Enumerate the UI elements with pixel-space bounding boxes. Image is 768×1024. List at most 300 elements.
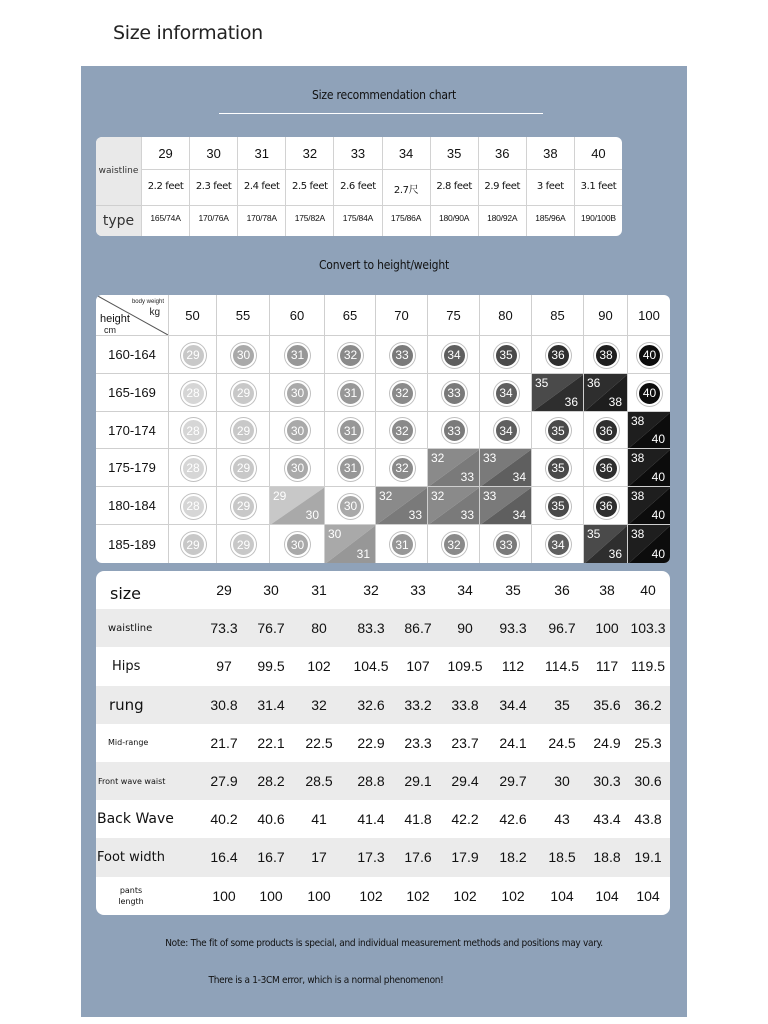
measurement-value: 102 — [307, 658, 331, 675]
size-badge: 34 — [494, 418, 519, 443]
size-number: 29 — [158, 146, 173, 161]
size-number: 38 — [543, 146, 558, 161]
grid-cell — [269, 335, 324, 373]
grid-cell — [168, 486, 216, 524]
measurement-value: 40.2 — [210, 811, 238, 828]
grid-cell — [583, 373, 627, 411]
measurement-row — [96, 609, 670, 647]
waist-feet: 2.7尺 — [393, 185, 419, 196]
measurement-label: Front wave waist — [98, 776, 166, 786]
body-type: 185/96A — [535, 213, 566, 223]
size-number: 40 — [591, 146, 606, 161]
height-weight-grid — [96, 295, 670, 563]
size-badge: 28 — [181, 381, 206, 406]
size-badge: 35 — [546, 418, 571, 443]
size-lower: 33 — [408, 508, 422, 522]
grid-cell — [531, 524, 583, 563]
measurement-value: 17.6 — [404, 849, 432, 866]
size-badge: 31 — [338, 456, 363, 481]
size-badge: 35 — [494, 343, 519, 368]
size-column — [285, 137, 333, 236]
size-upper: 38 — [631, 451, 645, 465]
grid-cell — [427, 411, 479, 448]
grid-cell — [168, 411, 216, 448]
size-badge: 31 — [338, 381, 363, 406]
size-recommendation-table — [96, 137, 622, 236]
size-number: 36 — [495, 146, 510, 161]
measurement-value: 34.4 — [499, 696, 527, 713]
grid-cell — [479, 411, 531, 448]
height-header: 165-169 — [96, 373, 168, 411]
body-type: 175/86A — [390, 213, 422, 223]
size-upper: 32 — [431, 489, 445, 503]
measurement-value: 43 — [554, 811, 570, 828]
measurement-value: 93.3 — [499, 620, 527, 637]
measurement-value: 32 — [311, 696, 327, 713]
measurement-value: 83.3 — [357, 620, 385, 637]
measurement-value: 96.7 — [548, 620, 576, 637]
waist-feet: 2.3 feet — [195, 181, 232, 192]
grid-cell — [627, 524, 670, 563]
size-badge: 32 — [390, 456, 415, 481]
size-column — [382, 137, 430, 236]
size-badge: 30 — [285, 381, 310, 406]
size-column — [333, 137, 381, 236]
split-size-badge — [628, 525, 670, 563]
size-badge: 29 — [231, 381, 256, 406]
measurement-value: 16.4 — [210, 849, 238, 866]
grid-corner-header — [96, 295, 168, 335]
size-badge: 29 — [181, 532, 206, 557]
grid-cell — [216, 373, 269, 411]
measurement-value: 42.6 — [499, 811, 527, 828]
size-column-header: 38 — [599, 582, 615, 599]
grid-cell — [375, 524, 427, 563]
grid-cell — [269, 373, 324, 411]
grid-cell — [168, 524, 216, 563]
grid-cell — [168, 335, 216, 373]
measurement-value: 41 — [311, 811, 327, 828]
measurement-value: 102 — [359, 887, 383, 904]
measurement-value: 27.9 — [210, 773, 238, 790]
size-badge: 32 — [442, 532, 467, 557]
grid-cell — [627, 335, 670, 373]
size-number: 31 — [254, 146, 269, 161]
measurement-value: 29.1 — [404, 773, 432, 790]
size-column-header: 33 — [410, 582, 426, 599]
size-number: 33 — [350, 146, 366, 161]
measurement-value: 104 — [595, 887, 619, 904]
grid-cell — [269, 486, 324, 524]
measurement-label: pants length — [118, 885, 144, 906]
measurement-value: 16.7 — [257, 849, 285, 866]
measurement-value: 100 — [212, 887, 236, 904]
size-upper: 30 — [328, 527, 342, 541]
measurement-value: 28.8 — [357, 773, 385, 790]
height-label: height — [100, 313, 130, 325]
waist-feet: 2.9 feet — [484, 181, 521, 192]
measurement-value: 33.8 — [451, 696, 479, 713]
size-badge: 29 — [231, 456, 256, 481]
size-badge: 36 — [594, 456, 619, 481]
measurement-row — [96, 686, 670, 724]
split-size-badge — [376, 487, 427, 524]
size-badge: 30 — [285, 532, 310, 557]
grid-cell — [427, 448, 479, 486]
body-type: 180/92A — [487, 213, 518, 223]
grid-cell — [479, 448, 531, 486]
measurement-value: 104.5 — [353, 658, 389, 675]
measurement-value: 28.5 — [305, 773, 333, 790]
measurement-value: 104 — [636, 887, 660, 904]
weight-header: 85 — [531, 295, 583, 335]
size-badge: 35 — [546, 456, 571, 481]
measurement-row — [96, 877, 670, 915]
waist-feet: 2.5 feet — [292, 181, 328, 192]
size-badge: 28 — [181, 494, 206, 519]
measurement-value: 32.6 — [357, 696, 385, 713]
measurement-table — [96, 571, 670, 915]
size-lower: 30 — [305, 508, 319, 522]
body-type: 175/82A — [294, 213, 325, 223]
size-badge: 32 — [390, 381, 415, 406]
size-lower: 34 — [512, 508, 526, 522]
error-note: There is a 1-3CM error, which is a normal phenomenon! — [208, 975, 444, 986]
size-column-header: 32 — [363, 582, 379, 599]
size-lower: 31 — [356, 547, 370, 561]
size-column — [478, 137, 526, 236]
grid-cell — [269, 448, 324, 486]
grid-cell — [216, 411, 269, 448]
measurement-value: 102 — [453, 887, 477, 904]
measurement-value: 117 — [595, 658, 619, 675]
size-lower: 36 — [608, 547, 622, 561]
measurement-value: 23.3 — [404, 734, 432, 751]
grid-cell — [324, 486, 375, 524]
measurement-value: 41.4 — [357, 811, 385, 828]
measurement-value: 33.2 — [404, 696, 432, 713]
measurement-value: 114.5 — [545, 658, 579, 675]
size-lower: 33 — [460, 470, 474, 484]
grid-cell — [627, 448, 670, 486]
size-lower: 40 — [651, 508, 665, 522]
size-upper: 29 — [273, 489, 287, 503]
measurement-value: 17.3 — [357, 849, 385, 866]
size-badge: 33 — [390, 343, 415, 368]
size-badge: 34 — [494, 381, 519, 406]
split-size-badge — [428, 487, 479, 524]
measurement-value: 102 — [501, 887, 525, 904]
grid-cell — [479, 373, 531, 411]
waist-feet: 2.6 feet — [340, 181, 376, 192]
split-size-badge — [532, 374, 583, 411]
measurement-value: 23.7 — [451, 734, 479, 751]
size-badge: 29 — [231, 494, 256, 519]
size-badge: 31 — [390, 532, 415, 557]
size-column-header: 30 — [263, 582, 279, 599]
size-number: 30 — [206, 146, 221, 161]
weight-header: 70 — [375, 295, 427, 335]
waistline-row-label: waistline — [96, 137, 141, 205]
size-column — [141, 137, 189, 236]
grid-cell — [427, 486, 479, 524]
grid-cell — [216, 524, 269, 563]
size-upper: 33 — [483, 489, 497, 503]
measurement-value: 76.7 — [257, 620, 285, 637]
weight-header: 90 — [583, 295, 627, 335]
grid-cell — [531, 411, 583, 448]
body-type: 180/90A — [439, 213, 470, 223]
size-upper: 32 — [379, 489, 393, 503]
measurement-value: 97 — [216, 658, 232, 675]
grid-cell — [375, 486, 427, 524]
split-size-badge — [428, 449, 479, 486]
size-badge: 35 — [546, 494, 571, 519]
conversion-title: Convert to height/weight — [318, 258, 450, 272]
waist-feet: 2.8 feet — [436, 181, 472, 192]
size-badge: 29 — [231, 532, 256, 557]
size-badge: 28 — [181, 418, 206, 443]
size-header-label: size — [110, 583, 142, 603]
weight-header: 55 — [216, 295, 269, 335]
measurement-label: Mid-range — [108, 738, 149, 748]
split-size-badge — [628, 487, 670, 524]
grid-cell — [531, 373, 583, 411]
size-column — [237, 137, 285, 236]
grid-cell — [375, 411, 427, 448]
weight-header: 75 — [427, 295, 479, 335]
measurement-value: 19.1 — [634, 849, 662, 866]
size-badge: 33 — [442, 381, 467, 406]
fit-note: Note: The fit of some products is special, and individual measurement methods and positions may vary. — [165, 938, 603, 949]
size-lower: 38 — [608, 395, 622, 409]
size-upper: 36 — [587, 376, 601, 390]
height-header: 175-179 — [96, 448, 168, 486]
size-badge: 30 — [285, 456, 310, 481]
split-size-badge — [628, 449, 670, 486]
measurement-value: 109.5 — [447, 658, 483, 675]
cm-label: cm — [104, 325, 116, 335]
size-badge: 30 — [231, 343, 256, 368]
measurement-value: 17.9 — [451, 849, 479, 866]
grid-cell — [583, 486, 627, 524]
measurement-value: 107 — [406, 658, 430, 675]
grid-cell — [216, 486, 269, 524]
grid-cell — [583, 411, 627, 448]
weight-header: 65 — [324, 295, 375, 335]
grid-cell — [375, 373, 427, 411]
split-size-badge — [325, 525, 375, 563]
size-number: 35 — [446, 146, 462, 161]
measurement-value: 24.9 — [593, 734, 621, 751]
split-size-badge — [480, 487, 531, 524]
measurement-value: 99.5 — [257, 658, 285, 675]
grid-cell — [479, 335, 531, 373]
measurement-value: 30.6 — [634, 773, 662, 790]
grid-cell — [375, 335, 427, 373]
measurement-row — [96, 647, 670, 685]
split-size-badge — [270, 487, 324, 524]
measurement-value: 104 — [550, 887, 574, 904]
measurement-header-row — [96, 571, 670, 609]
grid-cell — [269, 411, 324, 448]
weight-header: 100 — [627, 295, 670, 335]
split-size-badge — [628, 412, 670, 448]
measurement-value: 24.5 — [548, 734, 576, 751]
size-lower: 40 — [651, 432, 665, 446]
body-type: 175/84A — [342, 213, 374, 223]
size-column — [574, 137, 622, 236]
measurement-label: rung — [109, 695, 144, 714]
kg-label: kg — [149, 307, 160, 318]
measurement-value: 112 — [501, 658, 525, 675]
grid-cell — [324, 335, 375, 373]
measurement-value: 36.2 — [634, 696, 662, 713]
size-badge: 33 — [442, 418, 467, 443]
grid-cell — [324, 373, 375, 411]
waist-feet: 3.1 feet — [580, 181, 617, 192]
body-type: 190/100B — [581, 213, 616, 223]
grid-cell — [324, 411, 375, 448]
size-badge: 31 — [285, 343, 310, 368]
size-badge: 32 — [338, 343, 363, 368]
measurement-row — [96, 838, 670, 876]
body-type: 170/78A — [246, 213, 277, 223]
measurement-value: 35.6 — [593, 696, 621, 713]
grid-cell — [216, 448, 269, 486]
size-column-header: 31 — [311, 582, 327, 599]
size-badge: 34 — [442, 343, 467, 368]
grid-cell — [269, 524, 324, 563]
grid-cell — [375, 448, 427, 486]
size-upper: 33 — [483, 451, 497, 465]
measurement-value: 103.3 — [630, 620, 666, 637]
size-badge: 36 — [594, 418, 619, 443]
size-badge: 36 — [546, 343, 571, 368]
size-column — [189, 137, 237, 236]
measurement-row — [96, 800, 670, 838]
grid-cell — [479, 524, 531, 563]
measurement-value: 24.1 — [499, 734, 527, 751]
measurement-label: Back Wave — [97, 811, 174, 828]
measurement-value: 100 — [595, 620, 619, 637]
size-badge: 28 — [181, 456, 206, 481]
measurement-label: Hips — [112, 658, 141, 674]
size-upper: 35 — [535, 376, 549, 390]
measurement-value: 86.7 — [404, 620, 432, 637]
measurement-value: 29.4 — [451, 773, 479, 790]
height-header: 170-174 — [96, 411, 168, 448]
measurement-value: 35 — [554, 696, 570, 713]
weight-header: 80 — [479, 295, 531, 335]
size-upper: 38 — [631, 489, 645, 503]
height-header: 180-184 — [96, 486, 168, 524]
split-size-badge — [480, 449, 531, 486]
size-badge: 29 — [181, 343, 206, 368]
size-badge: 36 — [594, 494, 619, 519]
weight-header: 60 — [269, 295, 324, 335]
measurement-value: 90 — [457, 620, 473, 637]
size-badge: 30 — [285, 418, 310, 443]
size-badge: 34 — [546, 532, 571, 557]
measurement-label: Foot width — [97, 849, 165, 865]
measurement-value: 29.7 — [499, 773, 527, 790]
grid-cell — [531, 335, 583, 373]
height-header: 160-164 — [96, 335, 168, 373]
size-badge: 38 — [594, 343, 619, 368]
measurement-value: 119.5 — [631, 658, 665, 675]
size-column — [526, 137, 574, 236]
size-upper: 38 — [631, 414, 645, 428]
split-size-badge — [584, 525, 627, 563]
measurement-value: 100 — [307, 887, 331, 904]
grid-cell — [583, 335, 627, 373]
measurement-value: 28.2 — [257, 773, 285, 790]
measurement-value: 18.8 — [593, 849, 621, 866]
size-column-header: 34 — [457, 582, 473, 599]
grid-cell — [427, 524, 479, 563]
measurement-value: 30.3 — [593, 773, 621, 790]
waist-feet: 2.2 feet — [147, 181, 184, 192]
size-lower: 34 — [512, 470, 526, 484]
size-lower: 33 — [460, 508, 474, 522]
measurement-value: 22.5 — [305, 734, 333, 751]
measurement-value: 42.2 — [451, 811, 479, 828]
measurement-value: 100 — [259, 887, 283, 904]
type-row-label: type — [96, 205, 141, 236]
grid-cell — [583, 524, 627, 563]
body-weight-label: body weight — [131, 299, 164, 305]
grid-cell — [324, 448, 375, 486]
measurement-value: 18.2 — [499, 849, 527, 866]
size-column-header: 29 — [216, 582, 232, 599]
measurement-value: 102 — [406, 887, 430, 904]
measurement-value: 22.1 — [257, 734, 285, 751]
size-upper: 32 — [431, 451, 445, 465]
measurement-value: 43.8 — [634, 811, 662, 828]
size-badge: 40 — [637, 343, 662, 368]
size-badge: 40 — [637, 381, 662, 406]
grid-cell — [531, 448, 583, 486]
measurement-value: 21.7 — [210, 734, 238, 751]
grid-cell — [479, 486, 531, 524]
page-title: Size information — [113, 22, 263, 44]
measurement-value: 30.8 — [210, 696, 238, 713]
measurement-value: 43.4 — [593, 811, 621, 828]
size-badge: 31 — [338, 418, 363, 443]
size-column — [430, 137, 478, 236]
grid-cell — [531, 486, 583, 524]
size-column-header: 35 — [505, 582, 521, 599]
grid-cell — [627, 373, 670, 411]
measurement-label: waistline — [108, 622, 153, 634]
grid-cell — [324, 524, 375, 563]
measurement-row — [96, 762, 670, 800]
size-number: 32 — [302, 146, 318, 161]
grid-cell — [427, 335, 479, 373]
measurement-value: 40.6 — [257, 811, 285, 828]
measurement-row — [96, 724, 670, 762]
title-underline — [219, 113, 543, 114]
size-column-header: 40 — [640, 582, 656, 599]
grid-cell — [427, 373, 479, 411]
recommendation-title: Size recommendation chart — [311, 88, 457, 102]
measurement-value: 30 — [554, 773, 570, 790]
measurement-value: 73.3 — [210, 620, 238, 637]
size-lower: 40 — [651, 547, 665, 561]
waist-feet: 2.4 feet — [243, 181, 280, 192]
weight-header: 50 — [168, 295, 216, 335]
